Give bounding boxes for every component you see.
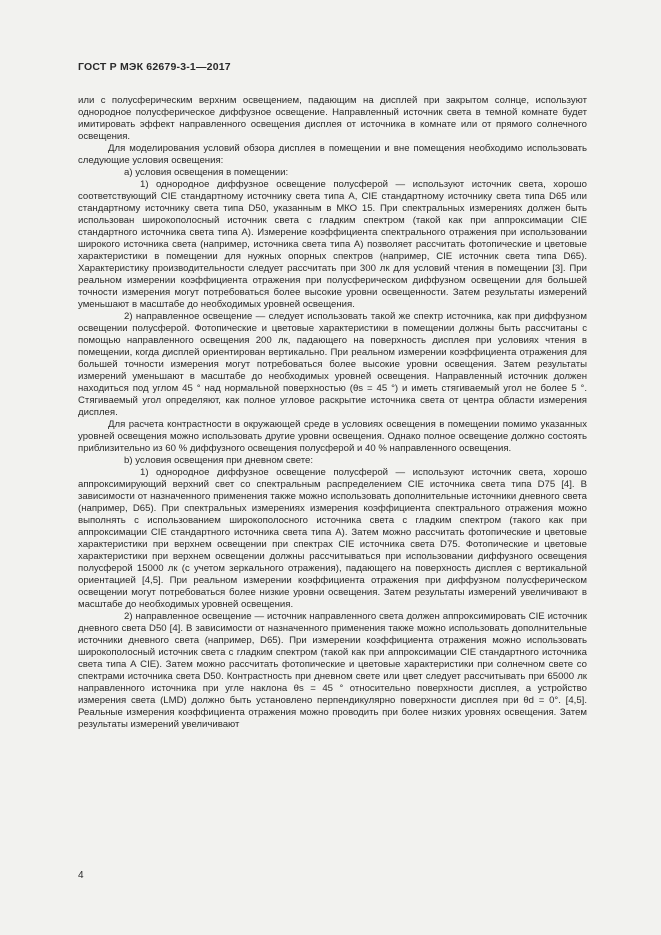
paragraph-contrast: Для расчета контрастности в окружающей среде в условиях освещения в помещении помимо указанных уровней освещения можно использовать другие уровни освещения. Однако полное освещение должно состоять приблизительно из 60 % диффузного освещения полусферой и 40 % направленного освещения.: [78, 419, 587, 454]
list-item-b2: 2) направленное освещение — источник направленного света должен аппроксимировать CIE источник дневного света D50 [4]. В зависимости от назначенного применения также можно использовать дополнительные источники дневного света (например, D65). При измерении коэффициента отражения можно использовать широкополосный источник света с гладким спектром (такой как при аппроксимации CIE стандартного источника света типа А CIE). Затем можно рассчитать фотопические и цветовые характеристики при солнечном свете со спектрами источника света D50. Контрастность при дневном свете или цвет следует рассчитывать при 65000 лк направленного источника при угле наклона θs = 45 ° относительно поверхности дисплея, а устройство измерения света (LMD) должно быть установлено перпендикулярно поверхности дисплея при θd = 0°. [4,5]. Реальные измерения коэффициента отражения можно проводить при более низких уровнях освещения. Затем результаты измерений увеличивают: [78, 611, 587, 730]
page-number: 4: [78, 870, 84, 881]
list-item-a1: 1) однородное диффузное освещение полусферой — используют источник света, хорошо соответствующий CIE стандартному источнику света типа А, CIE стандартному источнику света типа D65 или стандартному источнику света типа D50, указанным в МКО 15. При спектральных измерениях должен быть использован широкополосный источник света с гладким спектром (такой как при аппроксимации CIE стандартного источника света типа А). Измерение коэффициента спектрального отражения при использовании широкого источника света (например, источника света типа А) позволяет рассчитать фотопические и цветовые характеристики в помещении для нужных опорных спектров (например, CIE источник света типа D65). Характеристику производительности следует рассчитать при 300 лк для условий чтения в помещении [3]. При реальном измерении коэффициента отражения при полусферическом диффузном освещении для большей точности измерения могут потребоваться более высокие уровни освещенности. Затем результаты измерений уменьшают в масштабе до необходимых уровней освещения.: [78, 179, 587, 310]
paragraph-intro: Для моделирования условий обзора дисплея в помещении и вне помещения необходимо использовать следующие условия освещения:: [78, 143, 587, 166]
list-item-a: а) условия освещения в помещении:: [124, 167, 289, 178]
list-item-a2: 2) направленное освещение — следует использовать такой же спектр источника, как при диффузном освещении полусферой. Фотопические и цветовые характеристики в помещении должны быть рассчитаны с помощью направленного освещения 200 лк, падающего на поверхность дисплея при условиях чтения в помещении, когда дисплей ориентирован вертикально. При реальном измерении коэффициента отражения для большей точности измерения могут потребоваться более высокие уровни освещения. Затем результаты измерений уменьшают в масштабе до необходимых уровней освещения. Направленный источник должен находиться под углом 45 ° над нормальной поверхностью (θs = 45 °) и иметь стягиваемый угол не более 5 °. Стягиваемый угол определяют, как полное угловое раскрытие источника света от центра области измерения дисплея.: [78, 311, 587, 418]
list-item-b: b) условия освещения при дневном свете:: [124, 455, 314, 466]
document-body: [78, 95, 587, 731]
standard-header: ГОСТ Р МЭК 62679-3-1—2017: [78, 61, 231, 73]
list-item-b1: 1) однородное диффузное освещение полусферой — используют источник света, хорошо аппроксимирующий верхний свет со спектральным распределением CIE источника света типа D75 [4]. В зависимости от назначенного применения также можно использовать дополнительные источники дневного света (например, D65). При спектральных измерениях измерения коэффициента спектрального отражения можно выполнять с использованием широкополосного источника света с гладким спектром (такого как при аппроксимации CIE стандартного источника света типа А). Затем можно рассчитать фотопические и цветовые характеристики при верхнем освещении при спектрах CIE источника света D75. Фотопические и цветовые характеристики при верхнем освещении должны рассчитываться при использовании диффузного освещения полусферой 15000 лк (с учетом зеркального отражения), падающего на поверхность дисплея с вертикальной ориентацией [4,5]. При реальном измерении коэффициента отражения при диффузном полусферическом освещении могут потребоваться более низкие уровни освещения. Затем результаты измерений увеличивают в масштабе до необходимых уровней освещения.: [78, 467, 587, 610]
paragraph-continuation: или с полусферическим верхним освещением, падающим на дисплей при закрытом солнце, используют однородное полусферическое диффузное освещение. Направленный источник света в темной комнате будет имитировать эффект направленного освещения дисплея от источника в комнате или от прямого солнечного освещения.: [78, 95, 587, 142]
